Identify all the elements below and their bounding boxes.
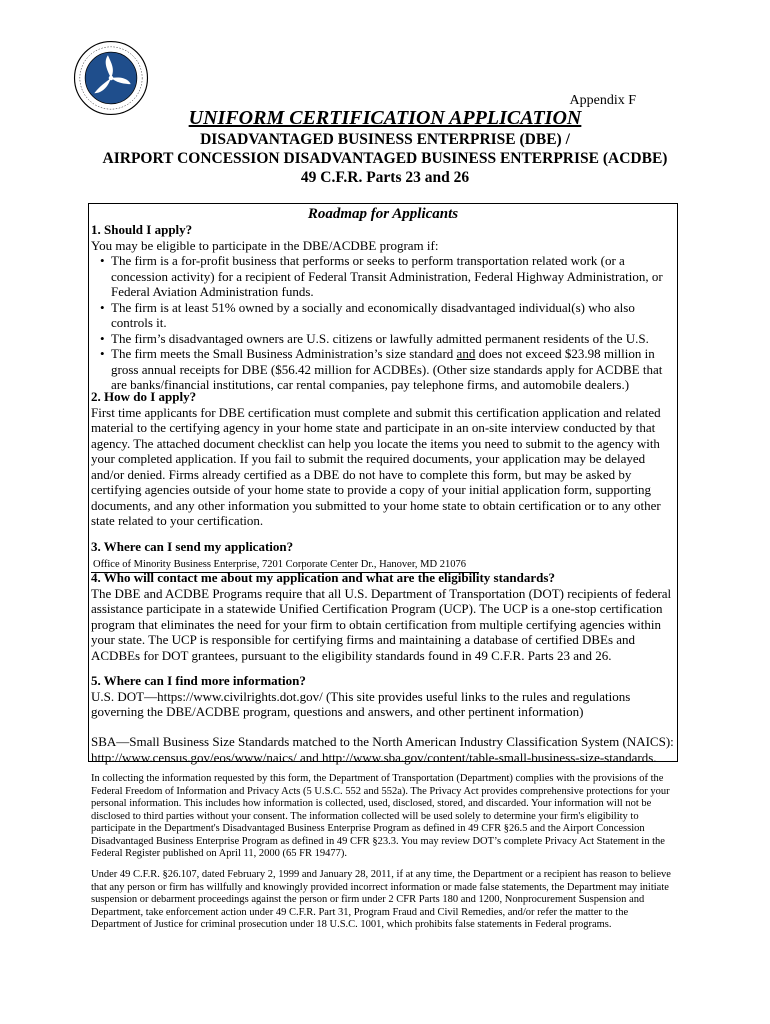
sba-text: SBA—Small Business Size Standards matched to the North American Industry Classification System (NAICS): http://www.census.gov/eos/www/naics/ and http://www.sba.gov/content/table-small-business-size-standards. (91, 734, 674, 765)
subtitle-dbe: DISADVANTAGED BUSINESS ENTERPRISE (DBE) / (200, 131, 570, 148)
q1-intro: You may be eligible to participate in the DBE/ACDBE program if: (91, 237, 439, 253)
section-where-send (91, 539, 676, 573)
address-field[interactable]: Office of Minority Business Enterprise, 7201 Corporate Center Dr., Hanover, MD 21076 (91, 557, 479, 574)
q1-heading: 1. Should I apply? (91, 222, 193, 237)
section-more-info (91, 673, 676, 720)
bullet-item: • The firm meets the Small Business Administration’s size standard and does not exceed $23.98 million in gross annual receipts for DBE ($56.42 million for ACDBEs). (Other size standards apply for ACDBE that are banks/financial institutions, car rental companies, pay telephone firms, and automobile dealers.) (100, 346, 663, 392)
section-should-i-apply (91, 222, 676, 393)
q3-heading: 3. Where can I send my application? (91, 539, 294, 554)
section-sba (91, 734, 676, 765)
roadmap-title: Roadmap for Applicants (307, 206, 459, 222)
q4-body: The DBE and ACDBE Programs require that all U.S. Department of Transportation (DOT) recipients of federal assistance participate in a statewide Unified Certification Program (UCP). The UCP is a one-stop certification program that eliminates the need for your firm to obtain certification from multiple certifying agencies within your state. The UCP is responsible for certifying firms and maintaining a database of certified DBEs and ACDBEs for DOT grantees, pursuant to the eligibility standards found in 49 C.F.R. Parts 23 and 26. (91, 585, 672, 663)
bullet-icon: • (100, 330, 105, 346)
section-how-do-i-apply (91, 389, 676, 529)
appendix-label: Appendix F (569, 93, 636, 108)
bullet-icon: • (100, 253, 105, 268)
subtitle-cfr: 49 C.F.R. Parts 23 and 26 (300, 169, 470, 186)
q5-heading: 5. Where can I find more information? (91, 673, 306, 688)
page-title: UNIFORM CERTIFICATION APPLICATION (188, 107, 582, 129)
bullet-item: • The firm is at least 51% owned by a socially and economically disadvantaged individual(s) who also controls it. (100, 299, 635, 330)
false-statement-warning: Under 49 C.F.R. §26.107, dated February 2, 1999 and January 28, 2011, if at any time, the Department or a recipient has reason to believe that any person or firm has willfully and knowingly provided incorrect information or made false statements, the Department may initiate suspension or debarment proceedings against the person or firm under 2 CFR Parts 180 and 1200, Nonprocurement Suspension and Department, take enforcement action under 49 C.F.R. Part 31, Program Fraud and Civil Remedies, and/or refer the matter to the Department of Justice for criminal prosecution under 18 U.S.C. 1001, which prohibits false statements in Federal programs. (91, 869, 671, 930)
subtitle-acdbe: AIRPORT CONCESSION DISADVANTAGED BUSINESS ENTERPRISE (ACDBE) (102, 150, 668, 167)
privacy-statement: In collecting the information requested by this form, the Department of Transportation (Department) complies with the provisions of the Federal Freedom of Information and Privacy Acts (5 U.S.C. 552 and 552a). The Privacy Act provides comprehensive protections for your personal information. This includes how information is collected, used, disclosed, stored, and discarded. Your information will not be disclosed to third parties without your consent. The information collected will be used solely to determine your firm's eligibility to participate in the Department's Disadvantaged Business Enterprise Program as defined in 49 CFR §26.5 and the Airport Concession Disadvantaged Business Enterprise Program as defined in 49 CFR §23.3. You may review DOT’s complete Privacy Act Statement in the Federal Register published on April 11, 2000 (65 FR 19477). (91, 773, 670, 859)
q4-heading: 4. Who will contact me about my application and what are the eligibility standards? (91, 570, 555, 585)
bullet-icon: • (100, 346, 105, 361)
dot-seal-logo (73, 40, 149, 116)
bullet-item: • The firm’s disadvantaged owners are U.S. citizens or lawfully admitted permanent residents of the U.S. (100, 330, 649, 346)
q2-body: First time applicants for DBE certification must complete and submit this certification application and related material to the certifying agency in your home state and participate in an on-site interview conducted by that agency. The attached document checklist can help you locate the items you need to submit to the agency with your completed application. If you fail to submit the required documents, your application may be delayed and/or denied. Firms already certified as a DBE do not have to complete this form, but may be asked by certifying agencies outside of your home state to provide a copy of your initial application form, supporting documents, and any other information you submitted to your home state to obtain certification or to any other state related to your certification. (91, 404, 661, 528)
section-who-will-contact (91, 570, 676, 663)
q2-heading: 2. How do I apply? (91, 389, 197, 404)
bullet-item: • The firm is a for-profit business that performs or seeks to perform transportation related work (or a concession activity) for a recipient of Federal Transit Administration, Federal Highway Administration, or Federal Aviation Administration funds. (100, 253, 663, 299)
bullet-icon: • (100, 299, 105, 315)
q5-body: U.S. DOT—https://www.civilrights.dot.gov/ (This site provides useful links to the rules and regulations governing the DBE/ACDBE program, questions and answers, and other pertinent information) (91, 688, 631, 719)
